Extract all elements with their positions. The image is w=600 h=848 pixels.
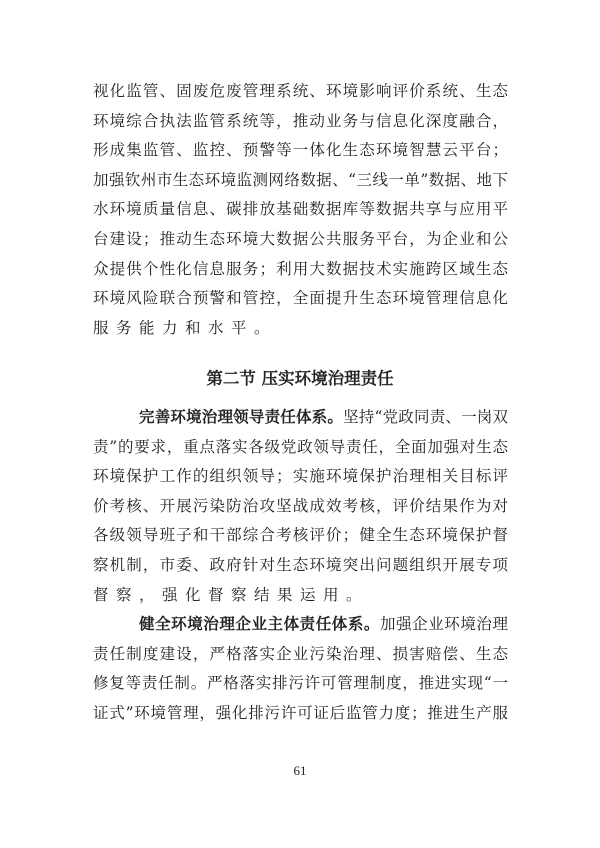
text-line: 视化监管、固废危废管理系统、环境影响评价系统、生态: [93, 82, 508, 100]
text-line: 责任制度建设，严格落实企业污染治理、损害赔偿、生态: [93, 644, 508, 663]
text-line: 督察，强化督察结果运用。: [93, 585, 370, 604]
paragraphs: [93, 403, 508, 729]
paragraph-first-line: [93, 610, 508, 640]
text-line: 水环境质量信息、碳排放基础数据库等数据共享与应用平: [93, 200, 508, 219]
text-line: 环境综合执法监管系统等，推动业务与信息化深度融合，: [93, 111, 508, 130]
text-line: 修复等责任制。严格落实排污许可管理制度，推进实现“一: [93, 674, 508, 693]
text-line: 环境保护工作的组织领导；实施环境保护治理相关目标评: [93, 467, 508, 486]
paragraph-text: 坚持“党政同责、一岗双: [343, 408, 508, 426]
paragraph-text: 加强企业环境治理: [380, 615, 508, 634]
text-line: 环境风险联合预警和管控，全面提升生态环境管理信息化: [93, 289, 508, 308]
text-line: 形成集监管、监控、预警等一体化生态环境智慧云平台；: [93, 141, 508, 160]
text-line: 众提供个性化信息服务；利用大数据技术实施跨区域生态: [93, 259, 508, 278]
page-number: 61: [293, 763, 307, 778]
text-line: 各级领导班子和干部综合考核评价；健全生态环境保护督: [93, 526, 508, 545]
paragraph-first-line: [93, 403, 508, 433]
text-line: 价考核、开展污染防治攻坚战成效考核，评价结果作为对: [93, 496, 508, 515]
paragraph-lead-bold: 完善环境治理领导责任体系。: [139, 408, 344, 426]
section-heading: 第二节 压实环境治理责任: [206, 369, 394, 388]
text-line: 证式”环境管理，强化排污许可证后监管力度；推进生产服: [93, 703, 508, 722]
text-line: 加强钦州市生态环境监测网络数据、“三线一单”数据、地下: [93, 170, 508, 189]
paragraph-lead-bold: 健全环境治理企业主体责任体系。: [139, 615, 381, 634]
text-line: 服务能力和水平。: [93, 318, 278, 337]
body-text-block: [93, 77, 508, 343]
text-line: 台建设；推动生态环境大数据公共服务平台，为企业和公: [93, 229, 508, 248]
text-line: 察机制，市委、政府针对生态环境突出问题组织开展专项: [93, 555, 508, 574]
text-line: 责”的要求，重点落实各级党政领导责任，全面加强对生态: [93, 437, 508, 456]
